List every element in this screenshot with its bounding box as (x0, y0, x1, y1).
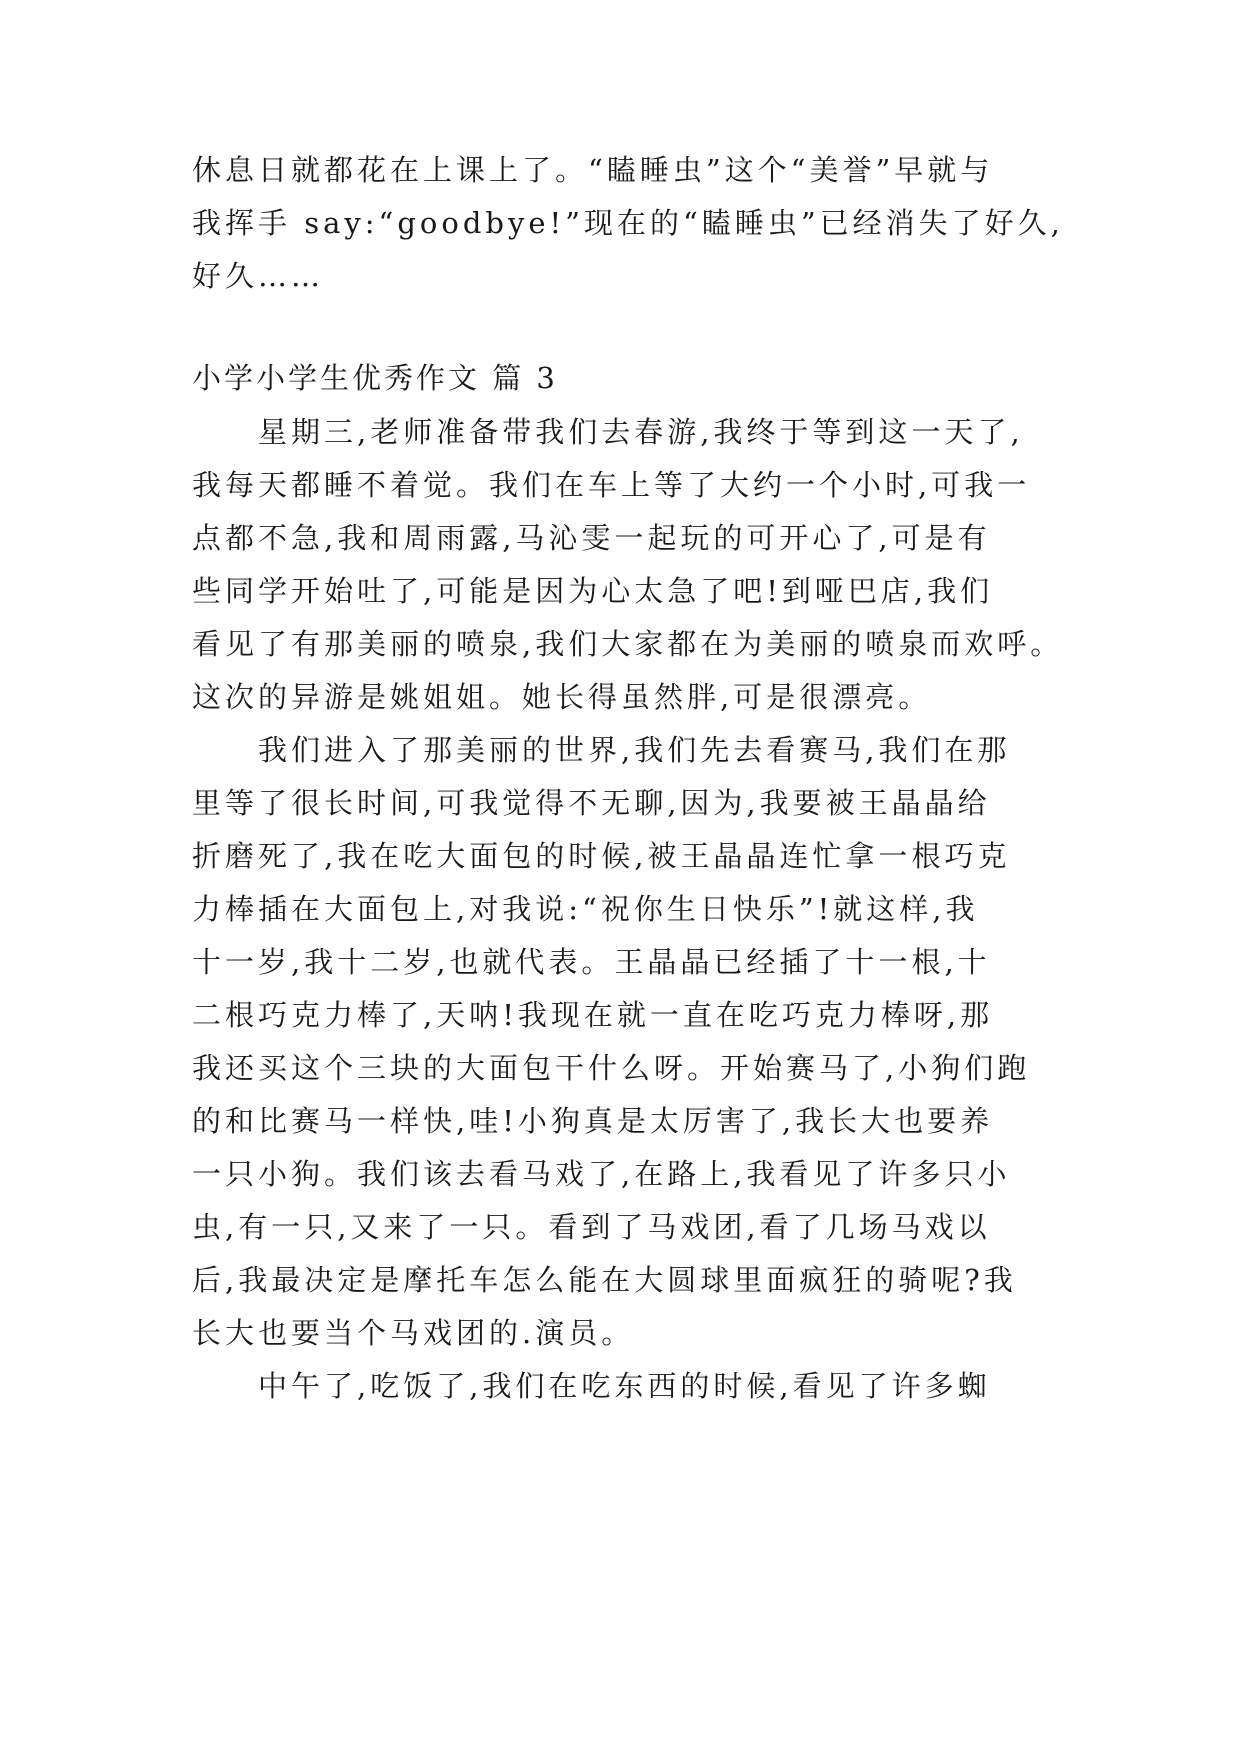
text-line: 我挥手 say:“goodbye!”现在的“瞌睡虫”已经消失了好久, (192, 206, 1064, 240)
text-line: 休息日就都花在上课上了。“瞌睡虫”这个“美誉”早就与 (192, 153, 994, 187)
text-line: 我每天都睡不着觉。我们在车上等了大约一个小时,可我一 (192, 468, 1031, 502)
text-line: 长大也要当个马戏团的.演员。 (192, 1316, 635, 1350)
text-line: 里等了很长时间,可我觉得不无聊,因为,我要被王晶晶给 (192, 786, 991, 820)
section-title: 小学小学生优秀作文 篇 3 (192, 361, 558, 395)
text-line: 些同学开始吐了,可能是因为心太急了吧!到哑巴店,我们 (192, 574, 994, 608)
text-line: 这次的异游是姚姐姐。她长得虽然胖,可是很漂亮。 (192, 680, 932, 714)
text-line: 看见了有那美丽的喷泉,我们大家都在为美丽的喷泉而欢呼。 (192, 627, 1064, 661)
text-line: 我们进入了那美丽的世界,我们先去看赛马,我们在那 (258, 733, 1011, 767)
text-line: 力棒插在大面包上,对我说:“祝你生日快乐”!就这样,我 (192, 892, 979, 926)
text-line: 虫,有一只,又来了一只。看到了马戏团,看了几场马戏以 (192, 1210, 991, 1244)
text-line: 点都不急,我和周雨露,马沁雯一起玩的可开心了,可是有 (192, 521, 991, 555)
text-line: 好久…… (192, 259, 325, 293)
text-line: 一只小狗。我们该去看马戏了,在路上,我看见了许多只小 (192, 1157, 1011, 1191)
text-line: 后,我最决定是摩托车怎么能在大圆球里面疯狂的骑呢?我 (192, 1263, 1017, 1297)
text-line: 星期三,老师准备带我们去春游,我终于等到这一天了, (258, 415, 1024, 449)
text-line: 的和比赛马一样快,哇!小狗真是太厉害了,我长大也要养 (192, 1104, 994, 1138)
text-line: 中午了,吃饭了,我们在吃东西的时候,看见了许多蜘 (258, 1369, 991, 1403)
text-line: 十一岁,我十二岁,也就代表。王晶晶已经插了十一根,十 (192, 945, 991, 979)
text-line: 折磨死了,我在吃大面包的时候,被王晶晶连忙拿一根巧克 (192, 839, 1011, 873)
text-line: 我还买这个三块的大面包干什么呀。开始赛马了,小狗们跑 (192, 1051, 1031, 1085)
text-line: 二根巧克力棒了,天呐!我现在就一直在吃巧克力棒呀,那 (192, 998, 994, 1032)
